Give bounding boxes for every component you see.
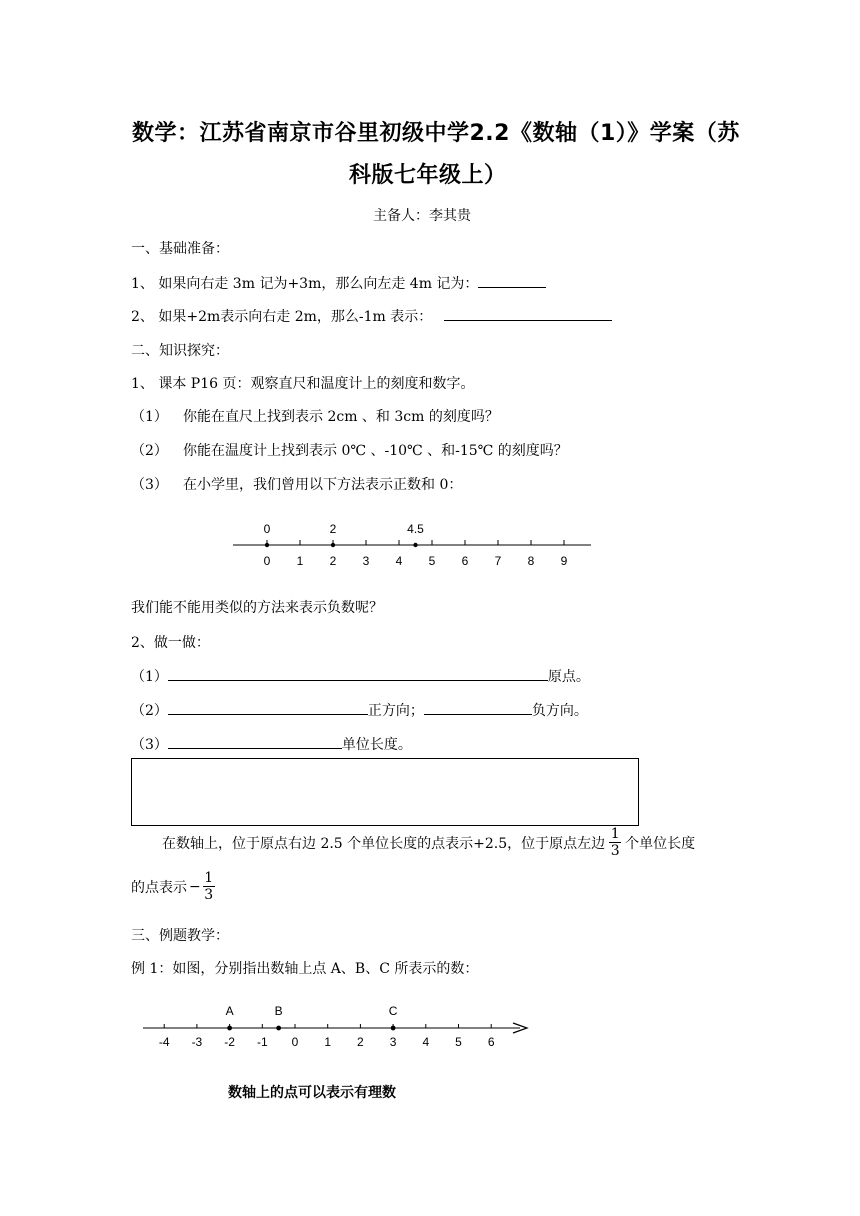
point-A xyxy=(227,1026,232,1031)
answer-blank-1[interactable] xyxy=(478,273,546,288)
section2-item2: 2、做一做： xyxy=(131,635,210,651)
sub2-number: （2） xyxy=(131,443,168,459)
fill2-end: 负方向。 xyxy=(531,703,588,719)
fill1-number: （1） xyxy=(131,669,168,685)
tick-label-1: 1 xyxy=(324,1035,332,1049)
sub1-number: （1） xyxy=(131,409,168,425)
sub3-text: 在小学里，我们曾用以下方法表示正数和 0： xyxy=(183,477,463,493)
paragraph-part-a: 在数轴上，位于原点右边 2.5 个单位长度的点表示+2.5，位于原点左边 xyxy=(162,835,606,852)
number-line-example xyxy=(135,995,535,1055)
point-label-0: 0 xyxy=(263,522,271,536)
section3-heading: 三、例题教学： xyxy=(131,928,229,944)
author-line: 主备人：李其贵 xyxy=(373,208,471,224)
point-4.5 xyxy=(413,543,417,547)
sub2-text: 你能在温度计上找到表示 0℃ 、-10℃ 、和-15℃ 的刻度吗？ xyxy=(183,443,568,459)
point-label-4.5: 4.5 xyxy=(407,522,424,536)
fraction-numerator: 1 xyxy=(204,870,214,886)
page-title-line1: 数学：江苏省南京市谷里初级中学2.2《数轴（1）》学案（苏 xyxy=(132,121,740,146)
tick-label-5: 5 xyxy=(455,1035,462,1049)
point-label-B: B xyxy=(274,1004,283,1018)
tick-label-0: 0 xyxy=(291,1035,299,1049)
fill-line-1 xyxy=(131,666,590,686)
tick-label--2: -2 xyxy=(224,1035,235,1049)
fill2-number: （2） xyxy=(131,703,168,719)
tick-label-6: 6 xyxy=(487,1035,495,1049)
tick-label-4: 4 xyxy=(422,1035,430,1049)
point-B xyxy=(276,1026,281,1031)
negative-question: 我们能不能用类似的方法来表示负数呢？ xyxy=(131,600,383,616)
paragraph-line2 xyxy=(131,870,215,903)
fill3-end: 单位长度。 xyxy=(341,737,412,753)
sub1-text: 你能在直尺上找到表示 2cm 、和 3cm 的刻度吗？ xyxy=(183,409,499,425)
point-label-A: A xyxy=(225,1004,234,1018)
question-2-text: 2、 如果+2m表示向右走 2m，那么-1m 表示： xyxy=(131,309,433,325)
tick-label-3: 3 xyxy=(362,554,370,568)
point-C xyxy=(391,1026,396,1031)
point-label-C: C xyxy=(388,1004,398,1018)
fraction-one-third-b xyxy=(203,870,215,903)
tick-label-1: 1 xyxy=(296,554,304,568)
fill-blank-unit[interactable] xyxy=(168,734,342,749)
number-line-primary-school xyxy=(225,515,600,575)
question-2 xyxy=(131,306,612,326)
tick-label-3: 3 xyxy=(389,1035,397,1049)
tick-label--3: -3 xyxy=(191,1035,203,1049)
tick-label-2: 2 xyxy=(357,1035,364,1049)
section2-item1: 1、 课本 P16 页：观察直尺和温度计上的刻度和数字。 xyxy=(131,376,475,392)
fill1-end: 原点。 xyxy=(547,669,590,685)
point-2 xyxy=(331,543,335,547)
question-1 xyxy=(131,273,546,293)
tick-label-8: 8 xyxy=(527,554,535,568)
example-1: 例 1：如图，分别指出数轴上点 A、B、C 所表示的数： xyxy=(131,961,479,977)
fraction-one-third-a xyxy=(609,826,621,859)
negative-sign: − xyxy=(189,878,201,895)
tick-label--1: -1 xyxy=(256,1035,268,1049)
question-1-text: 1、 如果向右走 3m 记为+3m，那么向左走 4m 记为： xyxy=(131,276,479,292)
fill-line-2 xyxy=(131,700,588,720)
tick-label-7: 7 xyxy=(494,554,502,568)
point-0 xyxy=(265,543,269,547)
paragraph-part-c: 的点表示 xyxy=(131,879,187,896)
tick-label-2: 2 xyxy=(329,554,337,568)
fraction-denominator: 3 xyxy=(204,887,214,903)
fraction-numerator: 1 xyxy=(610,826,620,842)
fraction-denominator: 3 xyxy=(610,843,620,859)
tick-label--4: -4 xyxy=(158,1035,170,1049)
fill-blank-origin[interactable] xyxy=(168,666,548,681)
sub3-number: （3） xyxy=(131,477,168,493)
tick-label-4: 4 xyxy=(395,554,403,568)
tick-label-0: 0 xyxy=(263,554,271,568)
section1-heading: 一、基础准备： xyxy=(131,241,229,257)
section2-heading: 二、知识探究： xyxy=(131,343,229,359)
number-line-caption: 数轴上的点可以表示有理数 xyxy=(228,1085,396,1101)
drawing-box[interactable] xyxy=(131,758,639,826)
paragraph-line1 xyxy=(162,826,695,859)
paragraph-part-b: 个单位长度 xyxy=(625,835,696,852)
tick-label-5: 5 xyxy=(428,554,436,568)
point-label-2: 2 xyxy=(329,522,337,536)
tick-label-9: 9 xyxy=(560,554,568,568)
fill3-number: （3） xyxy=(131,737,168,753)
fill2-mid: 正方向； xyxy=(367,703,424,719)
fill-blank-negative[interactable] xyxy=(424,700,532,715)
fill-line-3 xyxy=(131,734,412,754)
page-title-line2: 科版七年级上） xyxy=(349,163,507,188)
answer-blank-2[interactable] xyxy=(444,306,612,321)
tick-label-6: 6 xyxy=(461,554,469,568)
fill-blank-positive[interactable] xyxy=(168,700,368,715)
